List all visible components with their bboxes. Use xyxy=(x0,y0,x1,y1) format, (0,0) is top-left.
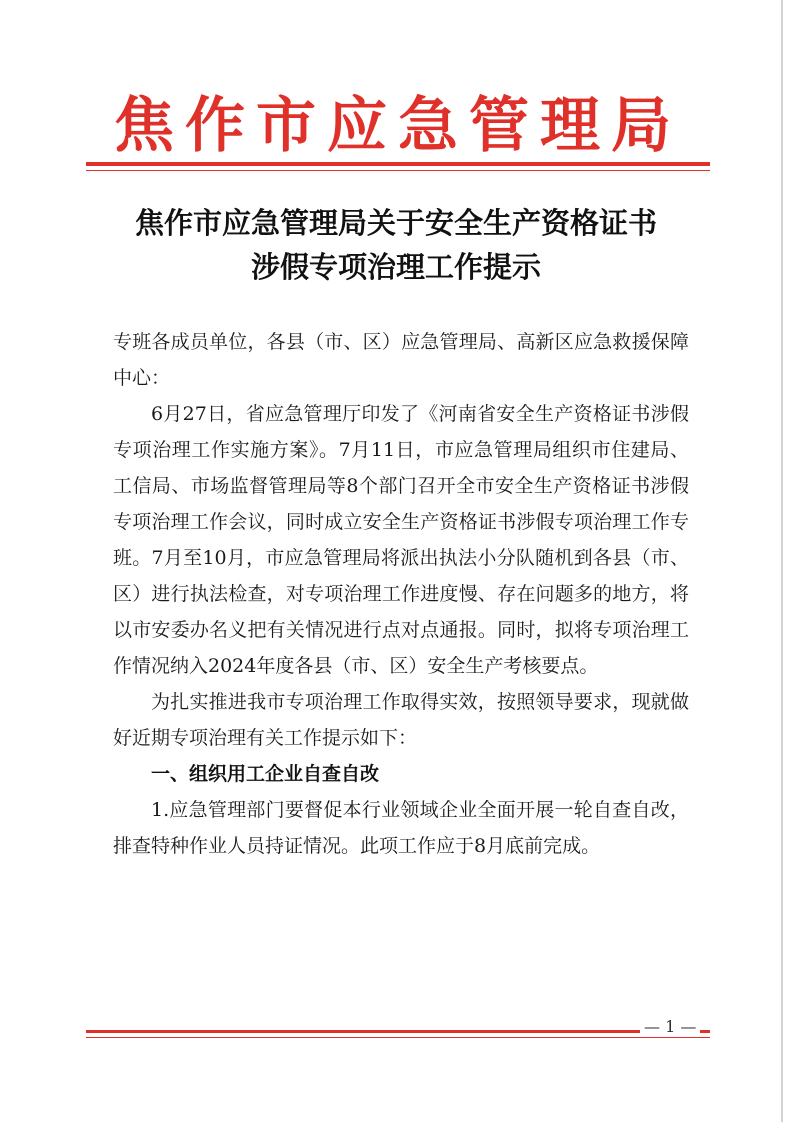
document-title-line-2: 涉假专项治理工作提示 xyxy=(250,250,541,284)
document-title-line-1: 焦作市应急管理局关于安全生产资格证书 xyxy=(134,206,657,240)
paragraph-intro: 为扎实推进我市专项治理工作取得实效，按照领导要求，现就做好近期专项治理有关工作提示如下： xyxy=(113,691,689,749)
section-1-item-1: 1.应急管理部门要督促本行业领域企业全面开展一轮自查自改，排查特种作业人员持证情况。此项工作应于8月底前完成。 xyxy=(113,799,689,857)
paragraph-background: 6月27日，省应急管理厅印发了《河南省安全生产资格证书涉假专项治理工作实施方案》。7月11日，市应急管理局组织市住建局、工信局、市场监督管理局等8个部门召开全市安全生产资格证书涉假专项治理工作会议，同时成立安全生产资格证书涉假专项治理工作专班。7月至10月，市应急管理局将派出执法小分队随机到各县（市、区）进行执法检查，对专项治理工作进度慢、存在问题多的地方，将以市安委办名义把有关情况进行点对点通报。同时，拟将专项治理工作情况纳入2024年度各县（市、区）安全生产考核要点。 xyxy=(113,403,689,677)
letterhead-red-rule-thick xyxy=(86,162,710,166)
page-number: — 1 — xyxy=(640,1017,700,1037)
letterhead-red-rule-thin xyxy=(86,170,710,171)
org-letterhead-title: 焦作市应急管理局 xyxy=(114,91,682,161)
footer-red-rule-thick xyxy=(86,1030,710,1033)
document-body xyxy=(113,324,689,864)
section-1-heading: 一、组织用工企业自查自改 xyxy=(151,763,380,785)
page-edge-line xyxy=(781,0,783,1122)
addressee: 专班各成员单位，各县（市、区）应急管理局、高新区应急救援保障中心： xyxy=(113,331,689,389)
footer-red-rule-thin xyxy=(86,1037,710,1038)
